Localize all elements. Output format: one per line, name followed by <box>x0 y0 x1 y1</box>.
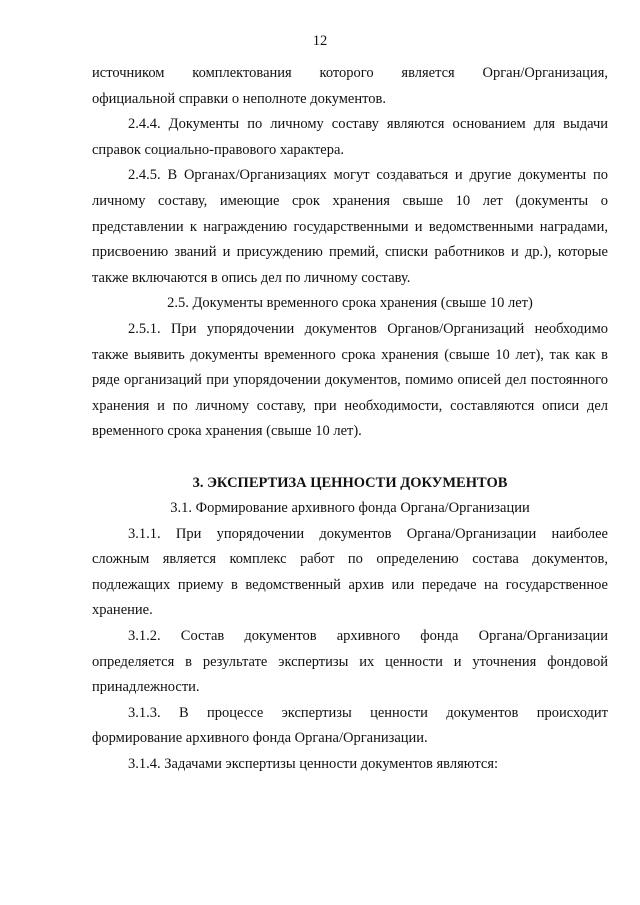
document-body <box>92 61 608 778</box>
section-heading-3: 3. ЭКСПЕРТИЗА ЦЕННОСТИ ДОКУМЕНТОВ <box>192 474 508 491</box>
paragraph-3-1-3: 3.1.3. В процессе экспертизы ценности документов происходит формирование архивного фонда Органа/Организации. <box>92 704 608 747</box>
paragraph-continuation-line-2: официальной справки о неполноте документов. <box>92 90 386 107</box>
paragraph-2-4-5: 2.4.5. В Органах/Организациях могут создаваться и другие документы по личному составу, имеющие срок хранения свыше 10 лет (документы о представлении к награждению государственными и ведомственными наградами, присвоению званий и присуждению премий, списки работников и др.), которые также включаются в опись дел по личному составу. <box>92 167 608 286</box>
paragraph-2-5-1: 2.5.1. При упорядочении документов Органов/Организаций необходимо также выявить документы временного срока хранения (свыше 10 лет), так как в ряде организаций при упорядочении документов, помимо описей дел постоянного хранения и по личному составу, при необходимости, составляются описи дел временного срока хранения (свыше 10 лет). <box>92 320 608 440</box>
paragraph-3-1-1: 3.1.1. При упорядочении документов Органа/Организации наиболее сложным является комплекс работ по определению состава документов, подлежащих приему в ведомственный архив или передаче на государственное хранение. <box>92 525 608 619</box>
subheading-3-1: 3.1. Формирование архивного фонда Органа/Организации <box>170 500 530 517</box>
paragraph-3-1-4: 3.1.4. Задачами экспертизы ценности документов являются: <box>128 756 499 773</box>
paragraph-2-4-4: 2.4.4. Документы по личному составу являются основанием для выдачи справок социально-правового характера. <box>92 116 608 158</box>
paragraph-continuation-line-1: источником комплектования которого является Орган/Организация, <box>92 65 608 81</box>
subheading-2-5: 2.5. Документы временного срока хранения (свыше 10 лет) <box>167 295 533 312</box>
page-number: 12 <box>312 33 328 49</box>
paragraph-3-1-2: 3.1.2. Состав документов архивного фонда Органа/Организации определяется в результате экспертизы их ценности и уточнения фондовой принадлежности. <box>92 628 608 696</box>
